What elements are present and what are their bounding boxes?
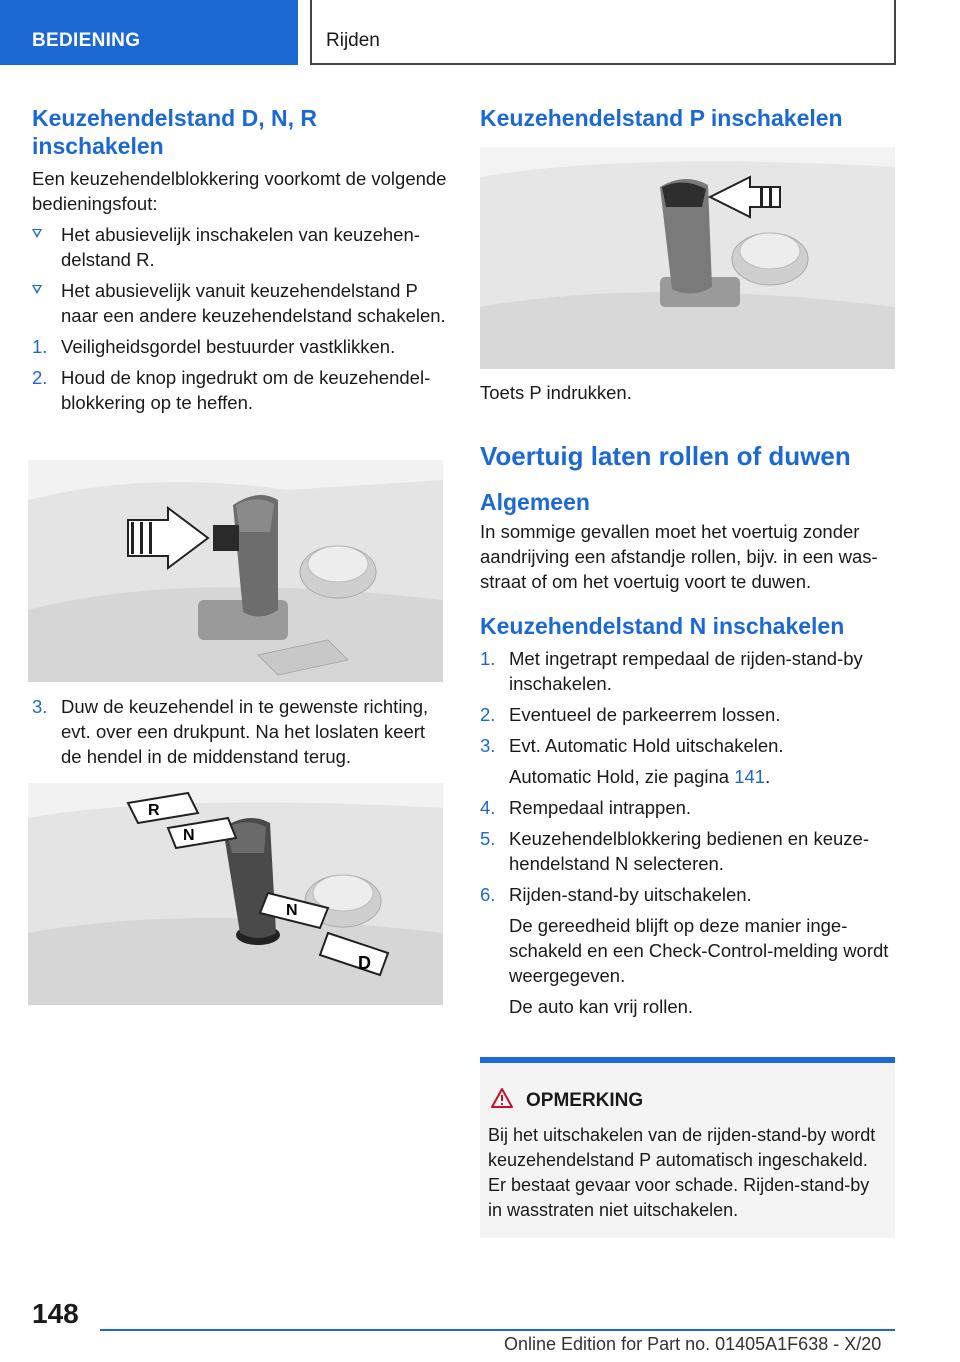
p-instruction: Toets P indrukken.: [480, 382, 632, 403]
bullet-list: [32, 222, 448, 328]
section-tab: BEDIENING: [0, 0, 298, 65]
heading-roll: Voertuig laten rollen of duwen: [480, 441, 851, 471]
page-link-141[interactable]: 141: [734, 766, 766, 787]
triangle-bullet-icon: [32, 285, 42, 294]
step-item: 3. Duw de keuzehendel in te gewenste richting, evt. over een drukpunt. Na het loslaten keert de hendel in de middenstand terug.: [32, 696, 429, 767]
edition-text: Online Edition for Part no. 01405A1F638 - X/20: [504, 1334, 882, 1354]
triangle-bullet-icon: [32, 229, 42, 238]
note-text: Bij het uitschakelen van de rijden-stand-by wordt keuzehendelstand P automatisch ingeschakeld. Er bestaat gevaar voor schade. Rijden-stand-by in wasstraten niet uitschakelen.: [488, 1125, 876, 1220]
step-item: 1. Veiligheidsgordel bestuurder vastklikken.: [32, 336, 396, 357]
roll-section: [480, 440, 898, 1019]
note-header: [488, 1087, 885, 1115]
label-n-top: N: [183, 827, 195, 844]
label-r: R: [148, 802, 160, 819]
step-item: 3. Evt. Automatic Hold uitschakelen.: [480, 735, 784, 756]
heading-general: Algemeen: [480, 489, 590, 515]
heading-p: Keuzehendelstand P inschakelen: [480, 105, 843, 131]
image-selector-lever-directions: [28, 783, 443, 1005]
chapter-title: Rijden: [310, 0, 896, 65]
label-n-bottom: N: [286, 902, 298, 919]
list-item: Het abusievelijk inschakelen van keuzehendelstand R.: [32, 222, 448, 272]
list-item: Het abusievelijk vanuit keuzehendelstand P naar een andere keuzehendelstand schakelen.: [32, 278, 448, 328]
step-item: 4. Rempedaal intrappen.: [480, 797, 692, 818]
step-list: [32, 334, 448, 415]
n-step-list-continued: [480, 795, 898, 907]
heading-drn: Keuzehendelstand D, N, R inschakelen: [32, 105, 317, 159]
image-selector-lever-unlock: [28, 460, 443, 682]
step-item: 1. Met ingetrapt rempedaal de rijden-stand-by inschakelen.: [480, 648, 863, 694]
footer-divider: [100, 1329, 895, 1331]
right-column: [480, 104, 898, 132]
label-d: D: [358, 953, 371, 973]
intro-text: Een keuzehendelblokkering voorkomt de volgende bedieningsfout:: [32, 168, 447, 214]
step-item: 5. Keuzehendelblokkering bedienen en keuzehendelstand N selecteren.: [480, 828, 870, 874]
step-item: 6. Rijden-stand-by uitschakelen.: [480, 884, 752, 905]
n-step-list: [480, 646, 898, 758]
step-3-block: [32, 694, 448, 769]
warning-note: [480, 1057, 895, 1238]
heading-n: Keuzehendelstand N inschakelen: [480, 613, 845, 639]
step-6-detail: De auto kan vrij rollen.: [509, 996, 694, 1017]
note-title: OPMERKING: [526, 1090, 644, 1111]
page-number: 148: [32, 1298, 79, 1329]
general-text: In sommige gevallen moet het voertuig zonder aandrijving een afstandje rollen, bijv. in een wasstraat of om het voertuig voort te duwen.: [480, 521, 878, 592]
step-item: 2. Houd de knop ingedrukt om de keuzehendelblokkering op te heffen.: [32, 367, 431, 413]
step-6-detail: De gereedheid blijft op deze manier ingeschakeld en een Check-Control-melding wordt weergegeven.: [509, 915, 889, 986]
step-item: 2. Eventueel de parkeerrem lossen.: [480, 704, 781, 725]
warning-triangle-icon: [490, 1087, 514, 1115]
left-column: [32, 100, 448, 415]
step-3-reference: Automatic Hold, zie pagina 141.: [509, 766, 771, 787]
image-p-button: [480, 147, 895, 369]
